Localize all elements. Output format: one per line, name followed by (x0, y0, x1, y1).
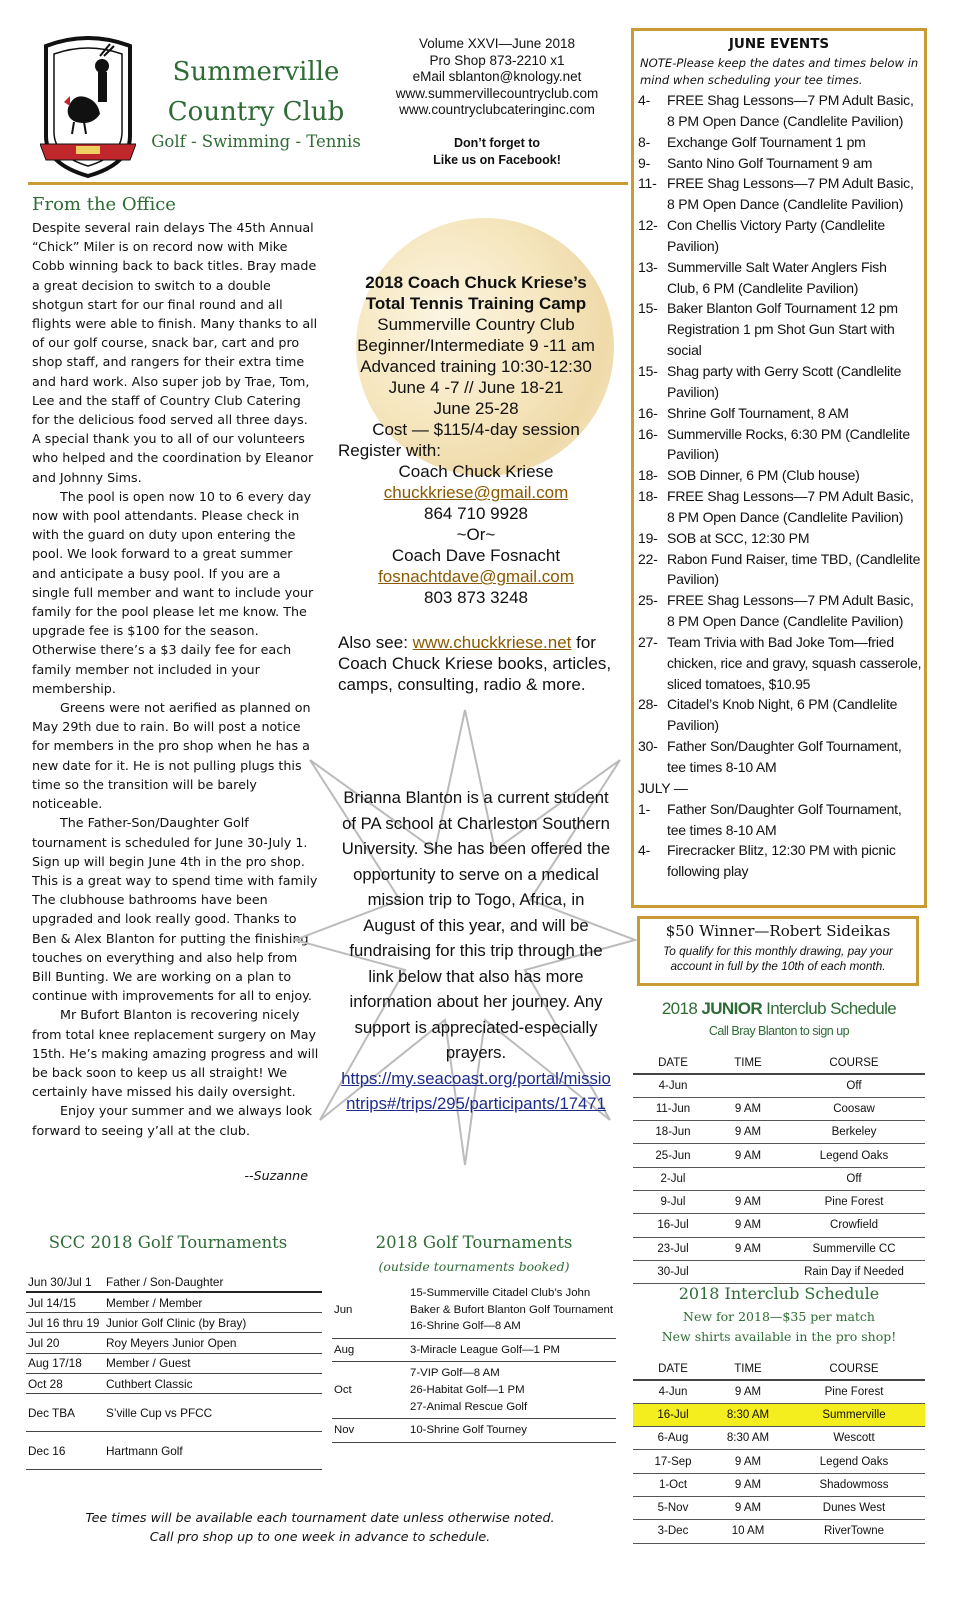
table-row (332, 1362, 616, 1419)
event-day: 12- (638, 217, 658, 234)
table-cell: S’ville Cup vs PFCC (104, 1394, 322, 1432)
facebook-note-line1: Don’t forget to (453, 136, 541, 150)
club-name-line1: Summerville (172, 57, 340, 87)
office-paragraph: The Father-Son/Daughter Golf tournament is scheduled for June 30-July 1. Sign up will begin June 4th in the pro shop. This is a great way to spend time with family The clubhouse bathrooms have been upgraded and look really good. Thanks to Ben & Alex Blanton for putting the finishing touches on everything and also help from Bill Bunting. We are working on a plan to continue with improvements for all to enjoy. (32, 815, 318, 1004)
event-text: Team Trivia with Bad Joke Tom—fried chicken, rice and gravy, squash casserole, sliced tomatoes, $10.95 (667, 633, 922, 692)
table-row (332, 1338, 616, 1362)
interclub-subtitle-1: New for 2018—$35 per match (683, 1309, 875, 1324)
junior-schedule-subtitle: Call Bray Blanton to sign up (708, 1024, 850, 1038)
tennis-line: June 4 -7 // June 18-21 (388, 378, 564, 397)
event-day: 8- (638, 133, 651, 150)
table-row (332, 1282, 616, 1338)
table-row (633, 1074, 925, 1097)
event-item (638, 298, 922, 361)
table-row (633, 1403, 925, 1426)
event-item (638, 736, 922, 778)
table-cell: Legend Oaks (783, 1144, 925, 1167)
event-text: Summerville Rocks, 6:30 PM (Candlelite Pavilion) (667, 425, 910, 463)
table-cell: 9 AM (713, 1214, 783, 1237)
table-cell: Jun 30/Jul 1 (26, 1272, 104, 1292)
event-item (638, 694, 922, 736)
tournament-item: 27-Animal Rescue Golf (410, 1400, 528, 1413)
table-cell: Roy Meyers Junior Open (104, 1333, 322, 1353)
outside-tournaments-title: 2018 Golf Tournaments (375, 1233, 573, 1252)
month-cell: Jun (332, 1282, 408, 1338)
table-cell: 9 AM (713, 1237, 783, 1260)
column-header: TIME (713, 1358, 783, 1380)
table-cell: 9 AM (713, 1380, 783, 1403)
event-item (638, 424, 922, 466)
header-divider (28, 182, 628, 185)
chuckkriese-link[interactable]: www.chuckkriese.net (412, 633, 572, 652)
event-day: 16- (638, 425, 658, 442)
event-text: Firecracker Blitz, 12:30 PM with picnic following play (667, 842, 896, 880)
event-text: FREE Shag Lessons—7 PM Adult Basic, 8 PM Open Dance (Candlelite Pavilion) (667, 175, 914, 213)
event-item (638, 403, 922, 424)
also-see-note (338, 632, 618, 695)
column-header: COURSE (783, 1358, 925, 1380)
event-text: Shrine Golf Tournament, 8 AM (667, 404, 849, 421)
event-day: 4- (638, 92, 651, 108)
table-row (26, 1432, 322, 1470)
event-day: 18- (638, 467, 658, 484)
table-cell: 9 AM (713, 1097, 783, 1120)
tennis-line: Cost — $115/4-day session (372, 420, 580, 439)
table-cell: 4-Jun (633, 1380, 713, 1403)
footer-line2: Call pro shop up to one week in advance to schedule. (149, 1529, 491, 1544)
also-see-suffix: for Coach Chuck Kriese books, articles, camps, consulting, radio & more. (338, 633, 612, 694)
table-cell: Cuthbert Classic (104, 1373, 322, 1393)
table-row (633, 1144, 925, 1167)
table-cell: 9 AM (713, 1144, 783, 1167)
events-cell (408, 1282, 616, 1338)
brianna-text: Brianna Blanton is a current student of PA school at Charleston Southern University. She has been offered the opportunity to serve on a medical mission trip to Togo, Africa, in August of this year, and will be fundraising for this trip through the link below that also has more information about her journey. Any support is appreciated-especially prayers. (341, 788, 611, 1062)
july-label: JULY — (638, 779, 688, 796)
table-cell: 30-Jul (633, 1260, 713, 1283)
event-day: 15- (638, 362, 658, 379)
table-cell (713, 1260, 783, 1283)
junior-title-suffix: Interclub Schedule (762, 999, 897, 1018)
table-cell: Hartmann Golf (104, 1432, 322, 1470)
website-link-2[interactable]: www.countryclubcateringinc.com (399, 102, 595, 117)
event-item (638, 486, 922, 528)
table-row (26, 1353, 322, 1373)
event-day: 13- (638, 258, 658, 275)
tennis-camp-details (338, 314, 614, 608)
tournament-item: 10-Shrine Golf Tourney (410, 1424, 527, 1437)
club-subtitle: Golf - Swimming - Tennis (151, 132, 361, 151)
event-day: 1- (638, 800, 651, 817)
table-row (633, 1380, 925, 1403)
coach1-phone: 864 710 9928 (424, 504, 528, 523)
event-item (638, 173, 922, 215)
tennis-camp-title (338, 272, 614, 314)
table-cell: Legend Oaks (783, 1450, 925, 1473)
month-cell: Nov (332, 1419, 408, 1443)
event-text: Father Son/Daughter Golf Tournament, tee times 8-10 AM (667, 738, 902, 775)
table-cell: 16-Jul (633, 1214, 713, 1237)
coach1-email-link[interactable]: chuckkriese@gmail.com (383, 483, 569, 502)
month-cell: Oct (332, 1362, 408, 1419)
table-cell: Pine Forest (783, 1190, 925, 1213)
office-heading: From the Office (32, 194, 176, 215)
table-cell: Jul 20 (26, 1333, 104, 1353)
table-cell: 9 AM (713, 1450, 783, 1473)
pro-shop-line: Pro Shop 873-2210 x1 (429, 52, 565, 68)
event-day: 30- (638, 738, 658, 755)
table-cell: 9 AM (713, 1496, 783, 1519)
outside-tournaments-table (332, 1282, 616, 1443)
event-text: FREE Shag Lessons—7 PM Adult Basic, 8 PM Open Dance (Candlelite Pavilion) (667, 92, 914, 129)
tournament-item: 26-Habitat Golf—1 PM (410, 1383, 525, 1396)
table-cell: Off (783, 1167, 925, 1190)
event-item (638, 215, 922, 257)
interclub-subtitle-2: New shirts available in the pro shop! (661, 1329, 897, 1344)
table-cell: Oct 28 (26, 1373, 104, 1393)
coach2-phone: 803 873 3248 (424, 588, 528, 607)
event-day: 22- (638, 550, 658, 567)
event-text: SOB at SCC, 12:30 PM (667, 529, 810, 546)
table-row (633, 1260, 925, 1283)
event-day: 27- (638, 633, 658, 650)
events-list (638, 90, 922, 882)
events-note: NOTE-Please keep the dates and times below in mind when scheduling your tee times. (640, 56, 919, 87)
table-cell: Father / Son-Daughter (104, 1272, 322, 1292)
month-cell: Aug (332, 1338, 408, 1362)
also-see-prefix: Also see: (338, 633, 413, 652)
event-text: Con Chellis Victory Party (Candlelite Pavilion) (667, 217, 885, 254)
junior-title-prefix: 2018 (661, 999, 702, 1018)
tennis-title-line2: Total Tennis Training Camp (365, 294, 587, 313)
outside-tournaments-subtitle: (outside tournaments booked) (378, 1259, 570, 1274)
event-text: Baker Blanton Golf Tournament 12 pm Registration 1 pm Shot Gun Start with social (667, 300, 898, 359)
event-day: 4- (638, 842, 651, 859)
table-cell: Off (783, 1074, 925, 1097)
table-cell: Crowfield (783, 1214, 925, 1237)
table-cell: 9 AM (713, 1473, 783, 1496)
events-title: JUNE EVENTS (728, 36, 830, 52)
table-cell (713, 1074, 783, 1097)
table-row (633, 1167, 925, 1190)
events-cell (408, 1419, 616, 1443)
table-row (633, 1450, 925, 1473)
table-row (633, 1427, 925, 1450)
table-cell: 9 AM (713, 1190, 783, 1213)
column-header: DATE (633, 1052, 713, 1074)
table-row (633, 1473, 925, 1496)
club-logo (40, 36, 136, 184)
table-row (26, 1373, 322, 1393)
table-row (26, 1292, 322, 1312)
junior-title-bold: JUNIOR (701, 999, 763, 1018)
event-item (638, 132, 922, 153)
office-paragraph: Greens were not aerified as planned on May 29th due to rain. Bo will post a notice for members in the pro shop when he has a new date for it. He is not pulling plugs this time so the transition will be barely noticeable. (32, 700, 311, 812)
event-item (638, 799, 922, 841)
event-day: 18- (638, 488, 658, 505)
volume-line: Volume XXVI—June 2018 (418, 36, 576, 51)
event-day: 9- (638, 154, 651, 171)
event-text: Father Son/Daughter Golf Tournament, tee times 8-10 AM (667, 800, 902, 838)
event-item (638, 549, 922, 591)
office-paragraph: Mr Bufort Blanton is recovering nicely from total knee replacement surgery on May 15th. He’s making amazing progress and will be back soon to keep us all straight! We certainly have missed his daily oversight. (32, 1007, 319, 1100)
event-day: 28- (638, 696, 658, 713)
footer-line1: Tee times will be available each tournament date unless otherwise noted. (85, 1510, 555, 1525)
tournament-item: 16-Shrine Golf—8 AM (410, 1320, 521, 1333)
table-row (633, 1520, 925, 1543)
event-text: FREE Shag Lessons—7 PM Adult Basic, 8 PM Open Dance (Candlelite Pavilion) (667, 592, 914, 630)
event-day: 19- (638, 529, 658, 546)
table-cell: Jul 14/15 (26, 1292, 104, 1312)
facebook-note (372, 135, 622, 168)
table-cell: 17-Sep (633, 1450, 713, 1473)
table-cell: Jul 16 thru 19 (26, 1313, 104, 1333)
scc-tournaments-table (26, 1272, 322, 1470)
table-cell: Member / Member (104, 1292, 322, 1312)
event-text: Exchange Golf Tournament 1 pm (667, 133, 866, 150)
office-paragraph: Enjoy your summer and we always look forward to seeing y’all at the club. (32, 1103, 312, 1138)
table-row (633, 1214, 925, 1237)
mission-trip-link[interactable]: https://my.seacoast.org/portal/missiontrips#/trips/295/participants/17471 (341, 1068, 611, 1113)
winner-title: $50 Winner—Robert Sideikas (665, 922, 891, 940)
email-line[interactable]: eMail sblanton@knology.net (412, 69, 582, 84)
event-text: Shag party with Gerry Scott (Candlelite Pavilion) (667, 362, 902, 400)
event-text: Rabon Fund Raiser, time TBD, (Candlelite Pavilion) (667, 550, 921, 588)
tournament-item: 3-Miracle League Golf—1 PM (410, 1343, 561, 1356)
table-cell: Dec 16 (26, 1432, 104, 1470)
interclub-schedule-table (633, 1358, 925, 1544)
table-cell: 5-Nov (633, 1496, 713, 1519)
table-row (633, 1190, 925, 1213)
event-item (638, 153, 922, 174)
column-header: COURSE (783, 1052, 925, 1074)
facebook-note-line2: Like us on Facebook! (433, 152, 561, 167)
table-row (633, 1121, 925, 1144)
office-article (32, 218, 320, 1140)
event-item (638, 465, 922, 486)
event-text: Santo Nino Golf Tournament 9 am (667, 154, 873, 171)
table-cell: Berkeley (783, 1121, 925, 1144)
table-cell: Junior Golf Clinic (by Bray) (104, 1313, 322, 1333)
event-day: 16- (638, 404, 658, 421)
coach2-name: Coach Dave Fosnacht (391, 546, 561, 565)
table-header-row (633, 1052, 925, 1074)
table-cell: Shadowmoss (783, 1473, 925, 1496)
event-day: 11- (638, 175, 657, 192)
register-label: Register with: (338, 441, 441, 460)
interclub-schedule-title: 2018 Interclub Schedule (678, 1284, 880, 1303)
table-cell: Aug 17/18 (26, 1353, 104, 1373)
website-link-1[interactable]: www.summervillecountryclub.com (395, 85, 599, 101)
table-cell: Rain Day if Needed (783, 1260, 925, 1283)
table-cell: 16-Jul (633, 1403, 713, 1426)
tennis-line: June 25-28 (433, 399, 519, 418)
table-row (633, 1496, 925, 1519)
table-cell: Wescott (783, 1427, 925, 1450)
event-text: SOB Dinner, 6 PM (Club house) (667, 467, 860, 484)
tennis-line: Advanced training 10:30-12:30 (360, 357, 592, 376)
table-row (26, 1394, 322, 1432)
event-text: Citadel’s Knob Night, 6 PM (Candlelite Pavilion) (667, 696, 898, 734)
table-cell: 3-Dec (633, 1520, 713, 1543)
junior-schedule-table (633, 1052, 925, 1284)
brianna-article (340, 785, 612, 1117)
contact-block (372, 36, 622, 119)
event-text: FREE Shag Lessons—7 PM Adult Basic, 8 PM Open Dance (Candlelite Pavilion) (667, 488, 914, 525)
table-cell: Pine Forest (783, 1380, 925, 1403)
coach2-email-link[interactable]: fosnachtdave@gmail.com (378, 567, 574, 586)
table-cell: 6-Aug (633, 1427, 713, 1450)
coach1-name: Coach Chuck Kriese (398, 462, 554, 481)
event-item (638, 528, 922, 549)
event-text: Summerville Salt Water Anglers Fish Club, 6 PM (Candlelite Pavilion) (667, 258, 887, 296)
event-item (638, 361, 922, 403)
table-cell: RiverTowne (783, 1520, 925, 1543)
table-cell: 9-Jul (633, 1190, 713, 1213)
table-cell: 11-Jun (633, 1097, 713, 1120)
tournament-item: 7-VIP Golf—8 AM (410, 1367, 500, 1380)
winner-note: To qualify for this monthly drawing, pay your account in full by the 10th of each month. (663, 944, 893, 973)
table-row (633, 1237, 925, 1260)
event-item (638, 632, 922, 695)
table-cell: Summerville CC (783, 1237, 925, 1260)
junior-schedule-title (634, 999, 924, 1019)
column-header: TIME (713, 1052, 783, 1074)
club-name-line2: Country Club (167, 97, 345, 127)
event-day: 25- (638, 592, 658, 609)
office-signature: --Suzanne (244, 1168, 308, 1183)
office-paragraph: The pool is open now 10 to 6 every day now with pool attendants. Please check in with the guard on duty upon entering the pool. We look forward to a great summer and anticipate a busy pool. If you are a single full member and want to include your family for the pool please let me know. The upgrade fee is $100 for the season. Otherwise there’s a $3 daily fee for each family member not included in your membership. (32, 488, 314, 696)
event-day: 15- (638, 300, 658, 317)
table-cell: Dec TBA (26, 1394, 104, 1432)
table-cell: 18-Jun (633, 1121, 713, 1144)
table-cell: Dunes West (783, 1496, 925, 1519)
tournament-item: 15-Summerville Citadel Club’s John Baker & Bufort Blanton Golf Tournament (410, 1287, 614, 1316)
footer-note (40, 1508, 600, 1546)
scc-tournaments-title: SCC 2018 Golf Tournaments (48, 1233, 288, 1252)
event-item (638, 257, 922, 299)
office-paragraph: Despite several rain delays The 45th Annual “Chick” Miler is on record now with Mike Cobb winning back to back titles. Bray made a great decision to switch to a double shotgun start for our final round and all flights were able to finish. Many thanks to all of our golf course, snack bar, cart and pro shop staff, and rangers for their extra time and hard work. Also super job by Trae, Tom, Lee and the staff of Country Club Catering for the delicious food served all three days. A special thank you to all of our volunteers who helped and the coordination by Eleanor and Johnny Sims. (32, 220, 318, 485)
table-cell: Coosaw (783, 1097, 925, 1120)
table-cell: 25-Jun (633, 1144, 713, 1167)
club-name (148, 52, 364, 132)
table-row (26, 1313, 322, 1333)
table-cell: 9 AM (713, 1121, 783, 1144)
table-cell (713, 1167, 783, 1190)
table-header-row (633, 1358, 925, 1380)
table-cell: Summerville (783, 1403, 925, 1426)
tennis-title-line1: 2018 Coach Chuck Kriese’s (365, 273, 587, 292)
table-row (332, 1419, 616, 1443)
table-cell: 8:30 AM (713, 1403, 783, 1426)
table-row (633, 1097, 925, 1120)
events-cell (408, 1362, 616, 1419)
tennis-line: Beginner/Intermediate 9 -11 am (357, 336, 595, 355)
events-cell (408, 1338, 616, 1362)
event-item (638, 90, 922, 132)
table-cell: 8:30 AM (713, 1427, 783, 1450)
table-cell: 4-Jun (633, 1074, 713, 1097)
table-cell: 10 AM (713, 1520, 783, 1543)
table-cell: 2-Jul (633, 1167, 713, 1190)
table-row (26, 1272, 322, 1292)
column-header: DATE (633, 1358, 713, 1380)
event-item (638, 840, 922, 882)
tennis-line: Summerville Country Club (377, 315, 575, 334)
table-row (26, 1333, 322, 1353)
table-cell: Member / Guest (104, 1353, 322, 1373)
event-item (638, 590, 922, 632)
table-cell: 23-Jul (633, 1237, 713, 1260)
or-separator: ~Or~ (456, 525, 496, 544)
table-cell: 1-Oct (633, 1473, 713, 1496)
